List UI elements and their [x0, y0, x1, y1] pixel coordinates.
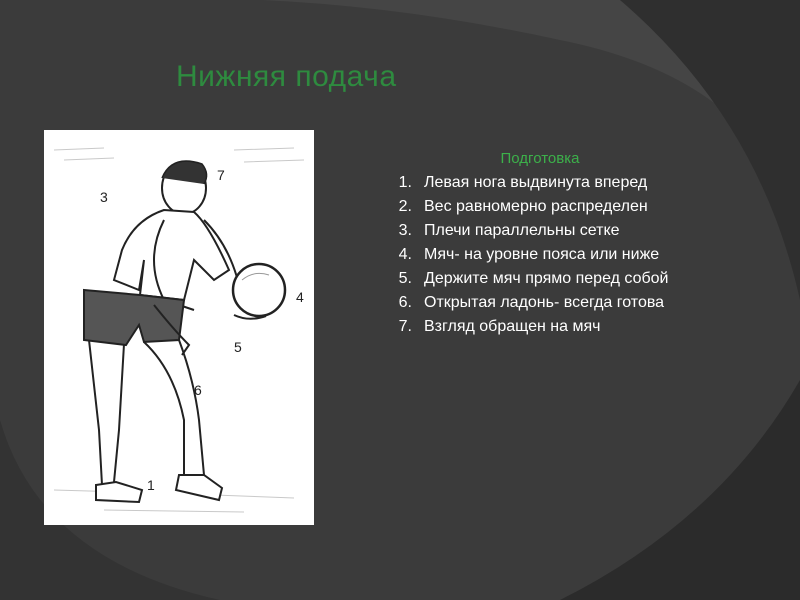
step-text: Держите мяч прямо перед собой	[424, 270, 669, 287]
section-heading: Подготовка	[500, 150, 580, 167]
step-item	[380, 315, 720, 339]
figure-label-3: 3	[100, 189, 108, 205]
step-number: 7.	[398, 318, 412, 335]
step-number: 4.	[398, 246, 412, 263]
slide-title: Нижняя подача	[176, 60, 397, 93]
step-text: Взгляд обращен на мяч	[424, 318, 601, 335]
step-number: 1.	[398, 174, 412, 191]
figure-label-6: 6	[194, 382, 202, 398]
step-number: 2.	[398, 198, 412, 215]
figure-label-4: 4	[296, 289, 304, 305]
step-item	[380, 195, 720, 219]
step-item	[380, 243, 720, 267]
step-number: 3.	[398, 222, 412, 239]
steps-list	[380, 171, 720, 339]
figure-label-7: 7	[217, 167, 225, 183]
step-text: Открытая ладонь- всегда готова	[424, 294, 665, 311]
step-item	[380, 219, 720, 243]
instructions-panel	[380, 150, 720, 339]
volleyball-serve-illustration	[44, 130, 314, 525]
serve-figure-drawing	[44, 130, 314, 525]
step-item	[380, 171, 720, 195]
figure-label-1: 1	[147, 477, 155, 493]
step-number: 6.	[398, 294, 412, 311]
step-text: Мяч- на уровне пояса или ниже	[424, 246, 660, 263]
figure-label-5: 5	[234, 339, 242, 355]
step-text: Плечи параллельны сетке	[424, 222, 620, 239]
step-item	[380, 267, 720, 291]
step-number: 5.	[398, 270, 412, 287]
step-text: Левая нога выдвинута вперед	[424, 174, 648, 191]
step-item	[380, 291, 720, 315]
step-text: Вес равномерно распределен	[424, 198, 648, 215]
